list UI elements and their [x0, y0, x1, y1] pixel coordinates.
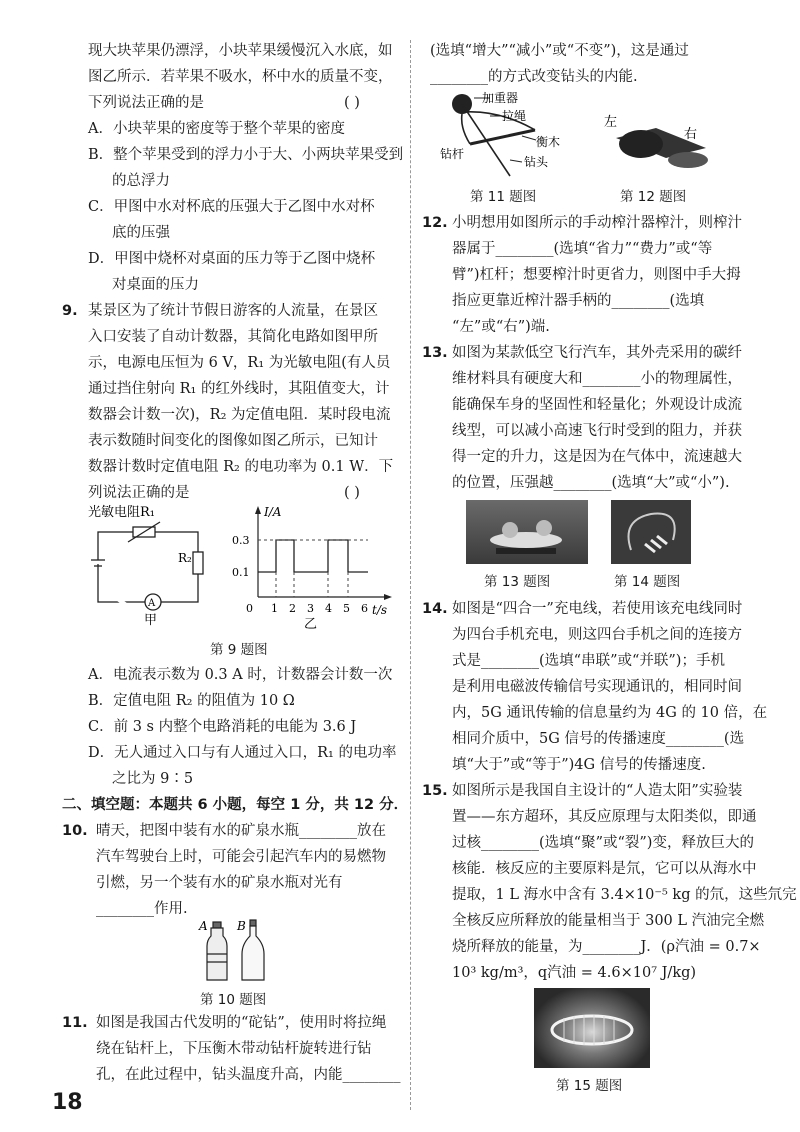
q13-line-1: 如图为某款低空飞行汽车，其外壳采用的碳纤 — [452, 345, 742, 361]
fig15-caption: 第 15 题图 — [556, 1078, 623, 1094]
label-right: 右 — [684, 127, 698, 142]
fig12-caption: 第 12 题图 — [620, 189, 687, 205]
r2-label: R₂ — [178, 551, 192, 565]
q15-line-7: 烧所释放的能量，为________J．(ρ汽油 = 0.7× — [452, 939, 761, 955]
fig-jia-label: 甲 — [144, 613, 158, 628]
rope-left — [462, 114, 470, 144]
fig11-caption: 第 11 题图 — [470, 189, 537, 205]
label-rope: 拉绳 — [502, 109, 527, 123]
q9-option-d: D．无人通过入口与有人通过入口，R₁ 的电功率 — [88, 745, 397, 761]
q15-line-4: 核能．核反应的主要原料是氘，它可以从海水中 — [452, 861, 757, 877]
q9-caption: 第 9 题图 — [210, 642, 268, 658]
q15-line-5: 提取，1 L 海水中含有 3.4×10⁻⁵ kg 的氘，这些氘完 — [452, 887, 797, 903]
fig15-photo — [534, 988, 650, 1068]
fig13-caption: 第 13 题图 — [484, 574, 551, 590]
q9-line-7: 数器计数时定值电阻 R₂ 的电功率为 0.1 W．下 — [88, 459, 394, 475]
q11-cont-1: (选填“增大”“减小”或“不变”)，这是通过 — [430, 43, 689, 59]
q10-line-2: 汽车驾驶台上时，可能会引起汽车内的易燃物 — [96, 849, 386, 865]
label-weight: 加重器 — [482, 91, 519, 105]
q13-number: 13. — [422, 345, 448, 361]
fig11-drill — [440, 90, 580, 182]
page-number: 18 — [52, 1090, 83, 1115]
label-bit: 钻头 — [524, 155, 549, 169]
q10-number: 10. — [62, 823, 88, 839]
ammeter-label: A — [148, 598, 156, 609]
q13-line-2: 维材料具有硬度大和________小的物理属性， — [452, 371, 742, 387]
column-divider — [410, 40, 411, 1110]
q8-option-c-cont: 底的压强 — [112, 225, 170, 241]
current-time-graph — [232, 505, 392, 632]
q9-figure — [88, 502, 398, 632]
q10-figure — [195, 918, 275, 986]
section-2-heading: 二、填空题：本题共 6 小题，每空 1 分，共 12 分． — [62, 797, 409, 813]
bottle-b-label: B — [237, 919, 246, 933]
q9-option-a: A．电流表示数为 0.3 A 时，计数器会计数一次 — [88, 667, 393, 683]
q9-number: 9. — [62, 303, 78, 319]
q14-line-5: 内，5G 通讯传输的信息量约为 4G 的 10 倍，在 — [452, 705, 768, 721]
q9-option-b: B．定值电阻 R₂ 的阻值为 10 Ω — [88, 693, 295, 709]
q11-line-1: 如图是我国古代发明的“砣钻”，使用时将拉绳 — [96, 1015, 387, 1031]
q11-line-3: 孔，在此过程中，钻头温度升高，内能________ — [96, 1067, 401, 1083]
q14-line-6: 相同介质中，5G 信号的传播速度________(选 — [452, 731, 745, 747]
r1-label: 光敏电阻R₁ — [88, 505, 155, 520]
q8-line-1: 现大块苹果仍漂浮，小块苹果缓慢沉入水底，如 — [88, 43, 393, 59]
q9-line-5: 数器会计数一次)，R₂ 为定值电阻．某时段电流 — [88, 407, 391, 423]
q11-number: 11. — [62, 1015, 88, 1031]
q9-line-2: 入口安装了自动计数器，其简化电路如图甲所 — [88, 329, 378, 345]
q8-option-c: C．甲图中水对杯底的压强大于乙图中水对杯 — [88, 199, 375, 215]
q13-line-6: 的位置，压强越________(选填“大”或“小”). — [452, 475, 730, 491]
resistor-r2 — [193, 552, 203, 574]
q14-number: 14. — [422, 601, 448, 617]
q9-option-d-cont: 之比为 9∶5 — [112, 771, 194, 787]
q12-line-2: 器属于________(选填“省力”“费力”或“等 — [452, 241, 713, 257]
q13-line-4: 线型，可以减小高速飞行时受到的阻力，并获 — [452, 423, 742, 439]
label-left: 左 — [604, 115, 618, 130]
bottle-a — [207, 922, 227, 980]
x-tick-4: 4 — [325, 602, 332, 615]
q11-cont-2: ________的方式改变钻头的内能. — [430, 69, 638, 85]
q9-line-4: 通过挡住射向 R₁ 的红外线时，其阻值变大，计 — [88, 381, 390, 397]
fig14-caption: 第 14 题图 — [614, 574, 681, 590]
bottle-a-label: A — [199, 919, 208, 933]
q9-bracket: ( ) — [344, 485, 360, 501]
q8-option-d-cont: 对桌面的压力 — [112, 277, 199, 293]
q8-option-b-cont: 的总浮力 — [112, 173, 170, 189]
q14-line-7: 填“大于”或“等于”)4G 信号的传播速度. — [452, 757, 706, 773]
q10-line-3: 引燃，另一个装有水的矿泉水瓶对光有 — [96, 875, 343, 891]
q11-line-2: 绕在钻杆上，下压衡木带动钻杆旋转进行钻 — [96, 1041, 372, 1057]
q10-caption: 第 10 题图 — [200, 992, 267, 1008]
q15-line-1: 如图所示是我国自主设计的“人造太阳”实验装 — [452, 783, 743, 799]
fig13-photo — [466, 500, 588, 564]
x-axis-label: t/s — [372, 603, 388, 617]
juicer-cup — [668, 152, 708, 168]
fig-yi-label: 乙 — [304, 617, 318, 632]
q12-line-5: “左”或“右”)端. — [452, 319, 550, 335]
q12-number: 12. — [422, 215, 448, 231]
label-beam: 衡木 — [536, 135, 561, 149]
q12-line-3: 臂”)杠杆；想要榨汁时更省力，则图中手大拇 — [452, 267, 741, 283]
q15-line-3: 过核________(选填“聚”或“裂”)变，释放巨大的 — [452, 835, 754, 851]
y-tick-01: 0.1 — [232, 566, 250, 579]
q12-line-4: 指应更靠近榨汁器手柄的________(选填 — [452, 293, 705, 309]
q10-line-1: 晴天，把图中装有水的矿泉水瓶________放在 — [96, 823, 386, 839]
x-tick-6: 6 — [361, 602, 368, 615]
q15-line-8: 10³ kg/m³，q汽油 = 4.6×10⁷ J/kg) — [452, 965, 697, 981]
q8-option-a: A．小块苹果的密度等于整个苹果的密度 — [88, 121, 345, 137]
q8-bracket: ( ) — [344, 95, 360, 111]
x-tick-5: 5 — [343, 602, 350, 615]
q15-line-2: 置——东方超环，其反应原理与太阳类似，即通 — [452, 809, 757, 825]
q9-line-6: 表示数随时间变化的图像如图乙所示，已知计 — [88, 433, 378, 449]
q14-line-3: 式是________(选填“串联”或“并联”)；手机 — [452, 653, 725, 669]
q13-line-3: 能确保车身的坚固性和轻量化；外观设计成流 — [452, 397, 742, 413]
y-tick-03: 0.3 — [232, 534, 250, 547]
q12-line-1: 小明想用如图所示的手动榨汁器榨汁，则榨汁 — [452, 215, 742, 231]
q13-line-5: 得一定的升力，这是因为在气体中，流速越大 — [452, 449, 742, 465]
q9-line-3: 示，电源电压恒为 6 V，R₁ 为光敏电阻(有人员 — [88, 355, 391, 371]
q9-line-8: 列说法正确的是 — [88, 485, 190, 501]
x-tick-3: 3 — [307, 602, 314, 615]
hand — [619, 130, 663, 158]
circuit-diagram — [91, 522, 203, 610]
x-tick-0: 0 — [246, 602, 253, 615]
fig14-photo — [611, 500, 691, 564]
current-line — [258, 540, 368, 572]
q8-line-3: 下列说法正确的是 — [88, 95, 204, 111]
q9-line-1: 某景区为了统计节假日游客的人流量，在景区 — [88, 303, 378, 319]
q14-line-1: 如图是“四合一”充电线，若使用该充电线同时 — [452, 601, 743, 617]
q15-line-6: 全核反应所释放的能量相当于 300 L 汽油完全燃 — [452, 913, 765, 929]
label-rod: 钻杆 — [440, 147, 465, 161]
q8-option-d: D．甲图中烧杯对桌面的压力等于乙图中烧杯 — [88, 251, 376, 267]
y-axis-label: I/A — [264, 505, 282, 519]
x-tick-1: 1 — [271, 602, 278, 615]
q14-line-4: 是利用电磁波传输信号实现通讯的，相同时间 — [452, 679, 742, 695]
q15-number: 15. — [422, 783, 448, 799]
fig12-juicer — [596, 98, 726, 182]
q10-line-4: ________作用. — [96, 901, 188, 917]
q8-line-2: 图乙所示．若苹果不吸水，杯中水的质量不变， — [88, 69, 393, 85]
x-tick-2: 2 — [289, 602, 296, 615]
q8-option-b: B．整个苹果受到的浮力小于大、小两块苹果受到 — [88, 147, 404, 163]
q9-option-c: C．前 3 s 内整个电路消耗的电能为 3.6 J — [88, 719, 357, 735]
q14-line-2: 为四台手机充电，则这四台手机之间的连接方 — [452, 627, 742, 643]
